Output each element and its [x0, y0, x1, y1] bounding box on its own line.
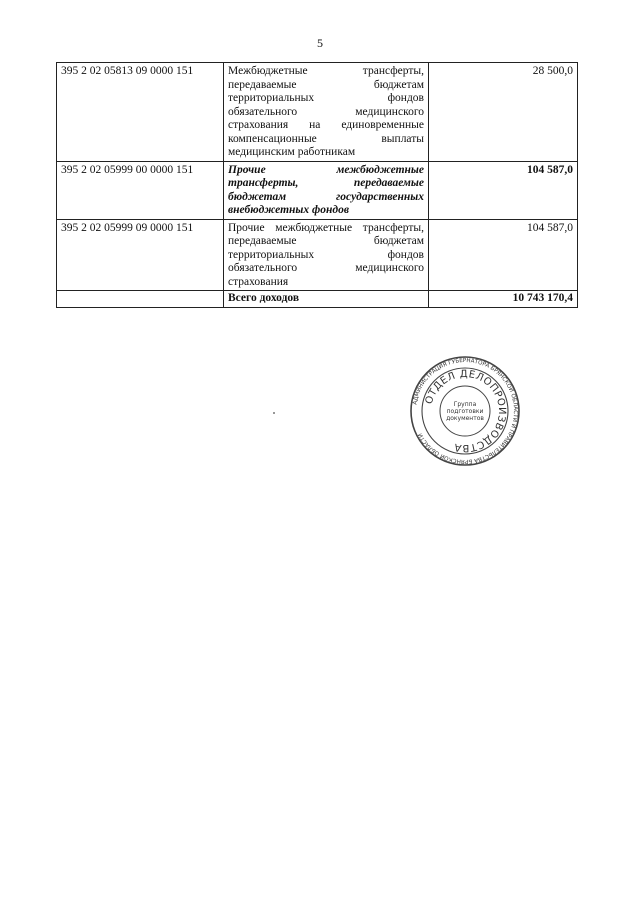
table-row: [57, 161, 578, 219]
total-label: Всего доходов: [224, 291, 429, 308]
revenue-name: Межбюджетные трансферты, передаваемые бюджетам территориальных фондов обязательного медицинского страхования на единовременные компенсационные выплаты медицинским работникам: [224, 63, 429, 162]
table-row: [57, 63, 578, 162]
page-number: 5: [317, 36, 323, 50]
stamp-center-line3: документов: [446, 415, 484, 422]
stamp-outer-text: АДМИНИСТРАЦИЯ ГУБЕРНАТОРА БРЯНСКОЙ ОБЛАСТИ И ПРАВИТЕЛЬСТВА БРЯНСКОЙ ОБЛАСТИ: [412, 357, 519, 465]
revenue-name: Прочие межбюджетные трансферты, передаваемые бюджетам государственных внебюджетных фондов: [224, 161, 429, 219]
office-stamp: [409, 355, 521, 467]
budget-code: 395 2 02 05999 00 0000 151: [57, 161, 224, 219]
revenue-amount: 104 587,0: [429, 161, 578, 219]
budget-code: 395 2 02 05813 09 0000 151: [57, 63, 224, 162]
table-row: [57, 219, 578, 291]
stamp-ring-text: ОТДЕЛ ДЕЛОПРОИЗВОДСТВА: [423, 368, 508, 454]
stamp-center-line1: Группа: [453, 401, 477, 408]
budget-code: 395 2 02 05999 09 0000 151: [57, 219, 224, 291]
revenue-amount: 104 587,0: [429, 219, 578, 291]
total-amount: 10 743 170,4: [429, 291, 578, 308]
total-row: [57, 291, 578, 308]
revenue-amount: 28 500,0: [429, 63, 578, 162]
stamp-center-line2: подготовки: [446, 408, 484, 415]
revenue-name: Прочие межбюджетные трансферты, передаваемые бюджетам территориальных фондов обязательного медицинского страхования: [224, 219, 429, 291]
budget-code: [57, 291, 224, 308]
scan-speck: [273, 412, 275, 414]
stamp-icon: [409, 355, 521, 467]
revenue-table: [56, 62, 578, 308]
